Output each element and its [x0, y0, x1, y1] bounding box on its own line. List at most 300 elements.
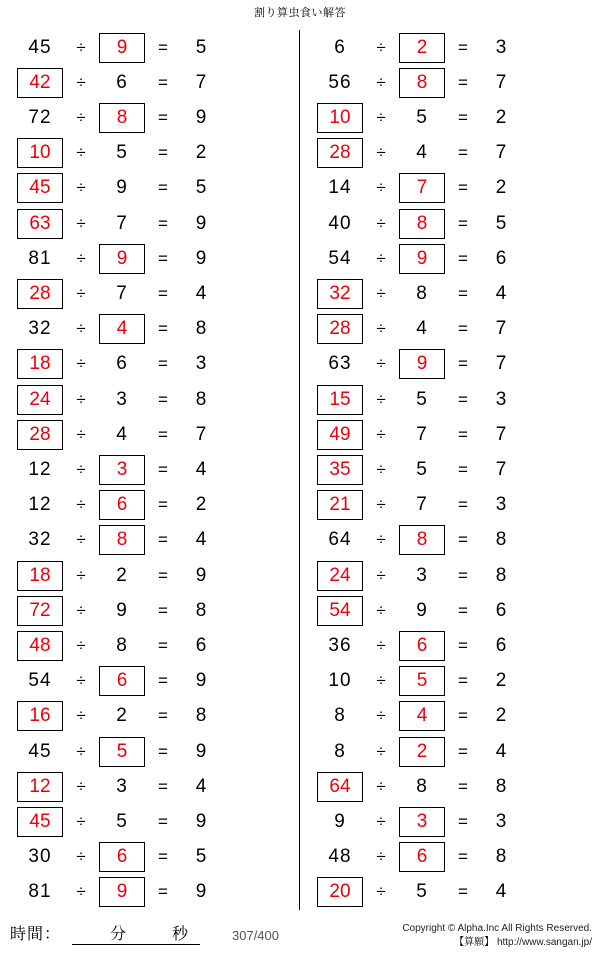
divisor-value: 3	[116, 388, 128, 410]
answer-box-dividend[interactable]: 18	[17, 349, 63, 379]
answer-box-dividend[interactable]: 28	[17, 420, 63, 450]
equals-icon: =	[158, 636, 168, 656]
quotient-value: 6	[495, 635, 507, 657]
divide-icon: ÷	[376, 636, 386, 656]
problem-row	[314, 30, 586, 65]
divide-icon: ÷	[76, 460, 86, 480]
equals-icon: =	[458, 72, 468, 92]
page-number: 307/400	[232, 928, 279, 943]
quotient-value: 4	[195, 529, 207, 551]
equals-icon: =	[458, 847, 468, 867]
quotient-value: 2	[195, 142, 207, 164]
problem-row	[314, 769, 586, 804]
divide-icon: ÷	[76, 108, 86, 127]
divide-icon: ÷	[376, 354, 386, 374]
equals-icon: =	[158, 812, 168, 832]
divisor-value: 7	[416, 494, 428, 516]
equals-icon: =	[158, 213, 168, 233]
problem-row	[314, 171, 586, 206]
divide-icon: ÷	[376, 319, 386, 339]
divide-icon: ÷	[76, 424, 86, 444]
answer-box-dividend[interactable]: 35	[317, 455, 363, 485]
equals-icon: =	[158, 178, 168, 198]
dividend-value: 14	[328, 177, 352, 199]
divide-icon: ÷	[376, 706, 386, 726]
equals-icon: =	[458, 248, 468, 268]
dividend-value: 8	[334, 740, 346, 762]
quotient-value: 2	[495, 705, 507, 727]
equals-icon: =	[158, 741, 168, 761]
divide-icon: ÷	[76, 319, 86, 339]
quotient-value: 4	[495, 740, 507, 762]
equals-icon: =	[158, 776, 168, 796]
divide-icon: ÷	[376, 284, 386, 304]
divisor-value: 4	[416, 318, 428, 340]
answer-box-dividend[interactable]: 45	[17, 807, 63, 837]
quotient-value: 2	[195, 494, 207, 516]
equals-icon: =	[458, 319, 468, 339]
dividend-value: 36	[328, 635, 352, 657]
answer-box-dividend[interactable]: 64	[317, 772, 363, 802]
quotient-value: 5	[495, 212, 507, 234]
problem-column-right	[300, 30, 600, 910]
problem-row	[14, 171, 285, 206]
problem-row	[314, 65, 586, 100]
dividend-value: 72	[28, 107, 52, 128]
divisor-value: 5	[116, 811, 128, 833]
problem-row	[314, 593, 586, 628]
divisor-value: 6	[116, 71, 128, 93]
equals-icon: =	[458, 424, 468, 444]
equals-icon: =	[158, 847, 168, 867]
divisor-value: 7	[116, 212, 128, 234]
problem-row	[14, 382, 285, 417]
dividend-value: 32	[28, 529, 52, 551]
divisor-value: 6	[116, 353, 128, 375]
divisor-value: 9	[116, 177, 128, 199]
problem-row	[14, 241, 285, 276]
divide-icon: ÷	[376, 600, 386, 620]
quotient-value: 3	[195, 353, 207, 375]
dividend-value: 45	[28, 36, 52, 58]
equals-icon: =	[158, 600, 168, 620]
answer-box-dividend[interactable]: 28	[317, 138, 363, 168]
equals-icon: =	[458, 178, 468, 198]
equals-icon: =	[458, 108, 468, 127]
answer-box-divisor[interactable]: 8	[399, 209, 445, 239]
quotient-value: 5	[195, 846, 207, 868]
problem-row	[14, 347, 285, 382]
divisor-value: 2	[116, 705, 128, 727]
problem-row	[314, 804, 586, 839]
equals-icon: =	[458, 213, 468, 233]
quotient-value: 3	[495, 36, 507, 58]
divisor-value: 9	[116, 599, 128, 621]
quotient-value: 9	[195, 212, 207, 234]
dividend-value: 10	[328, 670, 352, 692]
problem-row	[314, 382, 586, 417]
equals-icon: =	[458, 460, 468, 480]
site-url	[454, 933, 592, 948]
problem-row	[314, 734, 586, 769]
answer-box-divisor[interactable]: 6	[99, 490, 145, 520]
answer-box-divisor[interactable]: 6	[399, 842, 445, 872]
answer-box-divisor[interactable]: 3	[399, 807, 445, 837]
answer-box-divisor[interactable]: 2	[399, 737, 445, 767]
divide-icon: ÷	[76, 248, 86, 268]
quotient-value: 7	[195, 423, 207, 445]
divisor-value: 5	[116, 142, 128, 164]
equals-icon: =	[158, 354, 168, 374]
divide-icon: ÷	[376, 389, 386, 409]
equals-icon: =	[158, 37, 168, 57]
answer-box-divisor[interactable]: 6	[399, 631, 445, 661]
divide-icon: ÷	[376, 741, 386, 761]
divisor-value: 9	[416, 599, 428, 621]
problem-row	[14, 734, 285, 769]
problem-row	[314, 664, 586, 699]
quotient-value: 4	[195, 459, 207, 481]
divide-icon: ÷	[376, 882, 386, 902]
divide-icon: ÷	[76, 178, 86, 198]
dividend-value: 81	[28, 247, 52, 269]
quotient-value: 7	[495, 142, 507, 164]
equals-icon: =	[458, 706, 468, 726]
dividend-value: 48	[328, 846, 352, 868]
problem-row	[14, 136, 285, 171]
problem-row	[314, 136, 586, 171]
equals-icon: =	[158, 460, 168, 480]
divide-icon: ÷	[376, 37, 386, 57]
divide-icon: ÷	[76, 37, 86, 57]
equals-icon: =	[458, 143, 468, 163]
divide-icon: ÷	[376, 671, 386, 691]
divisor-value: 8	[416, 775, 428, 797]
problem-row	[314, 699, 586, 734]
divisor-value: 4	[116, 423, 128, 445]
equals-icon: =	[458, 882, 468, 902]
problem-row	[314, 347, 586, 382]
problem-row	[314, 523, 586, 558]
divide-icon: ÷	[376, 248, 386, 268]
divide-icon: ÷	[76, 389, 86, 409]
site-url-text: http://www.sangan.jp/	[496, 937, 592, 948]
dividend-value: 12	[28, 494, 52, 516]
quotient-value: 8	[195, 388, 207, 410]
divisor-value: 8	[116, 635, 128, 657]
quotient-value: 3	[495, 494, 507, 516]
answer-box-divisor[interactable]: 8	[99, 525, 145, 555]
quotient-value: 8	[195, 705, 207, 727]
problem-column-left	[0, 30, 300, 910]
quotient-value: 6	[195, 635, 207, 657]
divide-icon: ÷	[376, 213, 386, 233]
quotient-value: 7	[495, 71, 507, 93]
equals-icon: =	[158, 530, 168, 550]
equals-icon: =	[458, 565, 468, 585]
answer-box-dividend[interactable]: 45	[17, 173, 63, 203]
equals-icon: =	[458, 776, 468, 796]
problem-row	[314, 558, 586, 593]
problem-row	[314, 241, 586, 276]
answer-box-dividend[interactable]: 24	[317, 561, 363, 591]
quotient-value: 4	[495, 283, 507, 305]
divide-icon: ÷	[376, 72, 386, 92]
equals-icon: =	[458, 37, 468, 57]
answer-box-divisor[interactable]: 9	[99, 244, 145, 274]
answer-box-dividend[interactable]: 28	[17, 279, 63, 309]
quotient-value: 9	[195, 107, 207, 128]
problem-row	[14, 100, 285, 135]
answer-box-dividend[interactable]: 32	[317, 279, 363, 309]
divide-icon: ÷	[376, 847, 386, 867]
dividend-value: 6	[334, 36, 346, 58]
dividend-value: 30	[28, 846, 52, 868]
equals-icon: =	[158, 319, 168, 339]
dividend-value: 54	[28, 670, 52, 692]
answer-box-divisor[interactable]: 5	[99, 737, 145, 767]
divide-icon: ÷	[376, 460, 386, 480]
divide-icon: ÷	[76, 213, 86, 233]
answer-box-dividend[interactable]: 16	[17, 701, 63, 731]
problem-columns	[0, 30, 600, 910]
answer-box-divisor[interactable]: 9	[99, 33, 145, 63]
answer-box-divisor[interactable]: 3	[99, 455, 145, 485]
problem-row	[314, 276, 586, 311]
quotient-value: 6	[495, 247, 507, 269]
divide-icon: ÷	[76, 284, 86, 304]
divide-icon: ÷	[376, 776, 386, 796]
time-label: 時間：	[10, 926, 62, 943]
equals-icon: =	[458, 600, 468, 620]
divide-icon: ÷	[76, 495, 86, 515]
divide-icon: ÷	[76, 600, 86, 620]
divisor-value: 3	[116, 775, 128, 797]
quotient-value: 7	[495, 459, 507, 481]
quotient-value: 8	[195, 599, 207, 621]
equals-icon: =	[458, 636, 468, 656]
divisor-value: 5	[416, 388, 428, 410]
quotient-value: 6	[495, 599, 507, 621]
divisor-value: 5	[416, 881, 428, 903]
dividend-value: 40	[328, 212, 352, 234]
equals-icon: =	[458, 530, 468, 550]
answer-box-divisor[interactable]: 6	[99, 842, 145, 872]
answer-box-dividend[interactable]: 54	[317, 596, 363, 626]
divisor-value: 3	[416, 564, 428, 586]
problem-row	[14, 30, 285, 65]
quotient-value: 8	[495, 564, 507, 586]
divisor-value: 7	[416, 423, 428, 445]
answer-box-divisor[interactable]: 9	[99, 877, 145, 907]
equals-icon: =	[458, 389, 468, 409]
equals-icon: =	[458, 354, 468, 374]
quotient-value: 5	[195, 36, 207, 58]
problem-row	[14, 452, 285, 487]
dividend-value: 12	[28, 459, 52, 481]
problem-row	[314, 100, 586, 135]
divide-icon: ÷	[376, 495, 386, 515]
problem-row	[14, 664, 285, 699]
problem-row	[14, 628, 285, 663]
problem-row	[14, 558, 285, 593]
problem-row	[14, 488, 285, 523]
answer-box-divisor[interactable]: 9	[399, 244, 445, 274]
answer-box-divisor[interactable]: 8	[399, 68, 445, 98]
quotient-value: 9	[195, 670, 207, 692]
answer-box-dividend[interactable]: 18	[17, 561, 63, 591]
quotient-value: 9	[195, 247, 207, 269]
equals-icon: =	[458, 495, 468, 515]
problem-row	[14, 206, 285, 241]
divide-icon: ÷	[76, 812, 86, 832]
problem-row	[314, 628, 586, 663]
quotient-value: 7	[495, 423, 507, 445]
seconds-label: 秒	[172, 926, 189, 943]
answer-box-dividend[interactable]: 10	[317, 103, 363, 133]
answer-box-dividend[interactable]: 10	[17, 138, 63, 168]
divide-icon: ÷	[376, 812, 386, 832]
quotient-value: 7	[495, 353, 507, 375]
problem-row	[14, 875, 285, 910]
quotient-value: 8	[495, 846, 507, 868]
equals-icon: =	[158, 248, 168, 268]
quotient-value: 8	[495, 775, 507, 797]
quotient-value: 9	[195, 564, 207, 586]
problem-row	[314, 206, 586, 241]
answer-box-dividend[interactable]: 28	[317, 314, 363, 344]
divisor-value: 5	[416, 107, 428, 128]
divide-icon: ÷	[76, 143, 86, 163]
dividend-value: 81	[28, 881, 52, 903]
answer-box-divisor[interactable]: 2	[399, 33, 445, 63]
answer-box-dividend[interactable]: 24	[17, 385, 63, 415]
dividend-value: 45	[28, 740, 52, 762]
problem-row	[14, 840, 285, 875]
quotient-value: 4	[195, 283, 207, 305]
equals-icon: =	[158, 671, 168, 691]
page-title: 割り算虫食い解答	[254, 7, 346, 19]
divide-icon: ÷	[76, 671, 86, 691]
problem-row	[14, 417, 285, 452]
divide-icon: ÷	[76, 882, 86, 902]
equals-icon: =	[158, 389, 168, 409]
answer-box-divisor[interactable]: 4	[99, 314, 145, 344]
equals-icon: =	[158, 108, 168, 127]
divisor-value: 5	[416, 459, 428, 481]
problem-row	[14, 593, 285, 628]
equals-icon: =	[458, 284, 468, 304]
divide-icon: ÷	[76, 706, 86, 726]
equals-icon: =	[458, 812, 468, 832]
quotient-value: 9	[195, 740, 207, 762]
divide-icon: ÷	[376, 530, 386, 550]
problem-row	[14, 699, 285, 734]
divisor-value: 8	[416, 283, 428, 305]
answer-box-divisor[interactable]: 6	[99, 666, 145, 696]
quotient-value: 4	[195, 775, 207, 797]
answer-box-divisor[interactable]: 5	[399, 666, 445, 696]
answer-box-dividend[interactable]: 42	[17, 68, 63, 98]
equals-icon: =	[458, 671, 468, 691]
dividend-value: 8	[334, 705, 346, 727]
problem-row	[314, 312, 586, 347]
site-label: 【算願】	[454, 937, 495, 948]
answer-box-divisor[interactable]: 8	[399, 525, 445, 555]
divide-icon: ÷	[76, 565, 86, 585]
equals-icon: =	[158, 424, 168, 444]
quotient-value: 5	[195, 177, 207, 199]
divide-icon: ÷	[76, 636, 86, 656]
quotient-value: 8	[495, 529, 507, 551]
answer-box-divisor[interactable]: 7	[399, 173, 445, 203]
divide-icon: ÷	[376, 424, 386, 444]
problem-row	[14, 312, 285, 347]
equals-icon: =	[158, 284, 168, 304]
problem-row	[14, 276, 285, 311]
divide-icon: ÷	[376, 108, 386, 127]
dividend-value: 63	[328, 353, 352, 375]
problem-row	[14, 769, 285, 804]
quotient-value: 9	[195, 811, 207, 833]
divisor-value: 7	[116, 283, 128, 305]
problem-row	[14, 65, 285, 100]
quotient-value: 3	[495, 811, 507, 833]
dividend-value: 9	[334, 811, 346, 833]
answer-box-dividend[interactable]: 49	[317, 420, 363, 450]
problem-row	[314, 875, 586, 910]
answer-box-dividend[interactable]: 20	[317, 877, 363, 907]
answer-box-divisor[interactable]: 9	[399, 349, 445, 379]
divide-icon: ÷	[76, 847, 86, 867]
quotient-value: 8	[195, 318, 207, 340]
quotient-value: 2	[495, 670, 507, 692]
answer-box-dividend[interactable]: 21	[317, 490, 363, 520]
problem-row	[314, 488, 586, 523]
divide-icon: ÷	[76, 530, 86, 550]
equals-icon: =	[158, 72, 168, 92]
divide-icon: ÷	[76, 741, 86, 761]
answer-box-dividend[interactable]: 48	[17, 631, 63, 661]
answer-box-dividend[interactable]: 15	[317, 385, 363, 415]
dividend-value: 64	[328, 529, 352, 551]
quotient-value: 7	[195, 71, 207, 93]
answer-box-dividend[interactable]: 72	[17, 596, 63, 626]
dividend-value: 56	[328, 71, 352, 93]
answer-box-dividend[interactable]: 63	[17, 209, 63, 239]
dividend-value: 54	[328, 247, 352, 269]
quotient-value: 3	[495, 388, 507, 410]
answer-box-dividend[interactable]: 12	[17, 772, 63, 802]
problem-row	[314, 452, 586, 487]
answer-box-divisor[interactable]: 4	[399, 701, 445, 731]
equals-icon: =	[158, 882, 168, 902]
divide-icon: ÷	[76, 776, 86, 796]
divide-icon: ÷	[76, 354, 86, 374]
divide-icon: ÷	[76, 72, 86, 92]
dividend-value: 32	[28, 318, 52, 340]
equals-icon: =	[458, 741, 468, 761]
equals-icon: =	[158, 706, 168, 726]
copyright-text: Copyright © Alpha.Inc All Rights Reserved.	[402, 923, 592, 934]
problem-row	[14, 804, 285, 839]
divide-icon: ÷	[376, 565, 386, 585]
quotient-value: 4	[495, 881, 507, 903]
divisor-value: 4	[416, 142, 428, 164]
problem-row	[314, 417, 586, 452]
quotient-value: 2	[495, 177, 507, 199]
answer-box-divisor[interactable]: 8	[99, 103, 145, 133]
